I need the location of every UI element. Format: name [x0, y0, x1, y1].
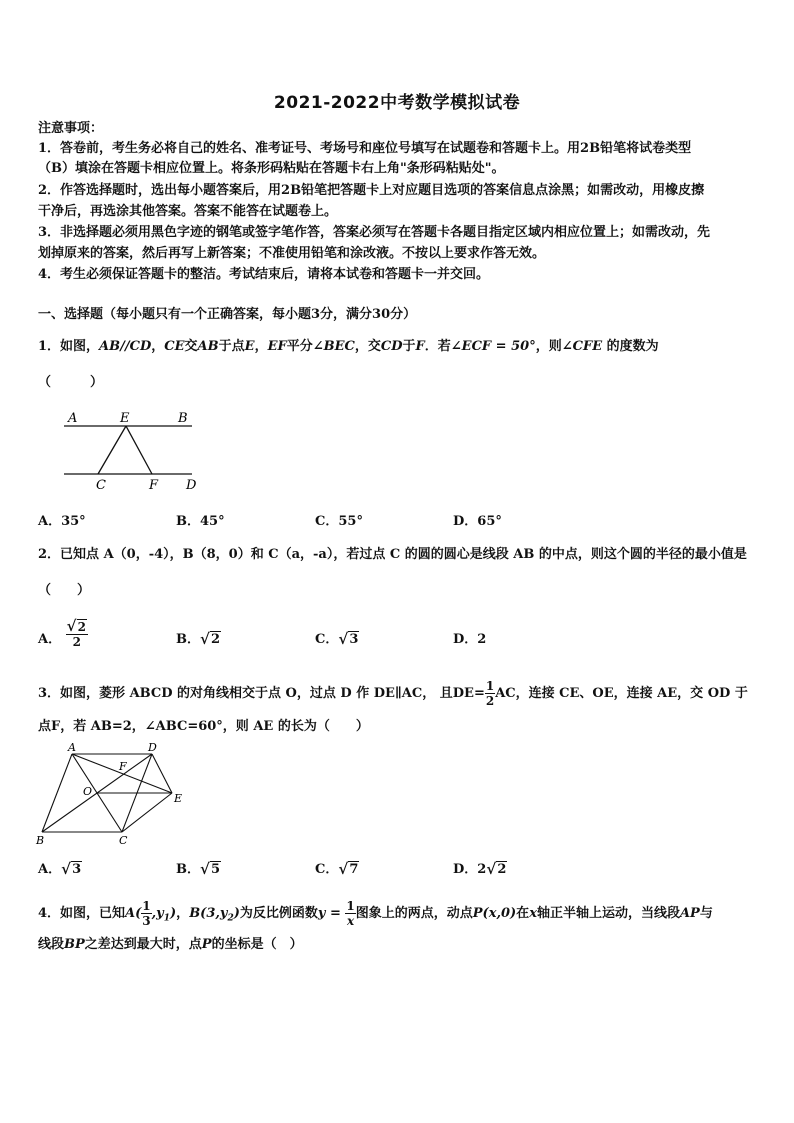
question-3-options	[38, 858, 758, 888]
segment-ef	[126, 426, 152, 474]
question-1-text: 1．如图，AB//CD，CE交AB于点E，EF平分∠BEC，交CD于F．若∠ECF = 50°，则∠CFE 的度数为	[38, 339, 659, 354]
notice-line: （B）填涂在答题卡相应位置上。将条形码粘贴在答题卡右上角"条形码粘贴处"。	[38, 161, 505, 176]
label-a: A	[68, 411, 78, 426]
notice-heading: 注意事项：	[38, 121, 104, 136]
question-2-bracket: （ ）	[38, 583, 91, 598]
label-b: B	[36, 834, 45, 846]
question-2-text: 2．已知点 A（0，-4），B（8，0）和 C（a，-a），若过点 C 的圆的圆心是线段 AB 的中点，则这个圆的半径的最小值是	[38, 547, 747, 562]
option-b[interactable]: B．√ 5	[176, 858, 221, 877]
segment-de	[152, 754, 172, 793]
option-c[interactable]: C．√ 3	[315, 628, 359, 647]
option-a[interactable]: A．√ 3	[38, 858, 82, 877]
option-c[interactable]: C．√ 7	[315, 858, 359, 877]
question-1-bracket: （ ）	[38, 375, 104, 390]
notice-line: 3．非选择题必须用黑色字迹的钢笔或签字笔作答，答案必须写在答题卡各题目指定区域内相应位置上；如需改动，先	[38, 225, 711, 240]
label-d: D	[186, 478, 197, 492]
label-f: F	[119, 760, 127, 773]
label-d: D	[148, 741, 157, 754]
notice-line: 2．作答选择题时，选出每小题答案后，用2B铅笔把答题卡上对应题目选项的答案信息点涂黑；如需改动，用橡皮擦	[38, 183, 705, 198]
page-title: 2021-2022中考数学模拟试卷	[273, 93, 521, 113]
label-f: F	[149, 478, 159, 492]
label-e: E	[120, 411, 130, 426]
option-b[interactable]: B．45°	[176, 514, 225, 529]
segment-ce	[98, 426, 126, 474]
label-o: O	[83, 785, 93, 798]
option-d[interactable]: D．2	[453, 632, 487, 647]
question-4-text: 4．如图，已知A( $\frac{1}{3}$ $,y_1$)，$B(3,y_2)$为反比例函数y = $\frac{1}{x}$ 图象上的两点，动点P(x,0)在x轴正半轴上运动，当线段AP与	[38, 899, 713, 928]
question-3-text: 3．如图，菱形 ABCD 的对角线相交于点 O，过点 D 作 DE∥AC， 且DE= $\frac{1}{2}$ AC，连接 CE、OE，连接 AE，交 OD 于	[38, 679, 748, 708]
notice-line: 1．答卷前，考生务必将自己的姓名、准考证号、考场号和座位号填写在试题卷和答题卡上。用2B铅笔将试卷类型	[38, 141, 692, 156]
notice-line: 4．考生必须保证答题卡的整洁。考试结束后，请将本试卷和答题卡一并交回。	[38, 267, 490, 282]
option-a[interactable]: A． √ $\frac{2}{2}$	[38, 628, 88, 648]
option-d[interactable]: D．65°	[453, 514, 502, 529]
notice-line: 划掉原来的答案，然后再写上新答案；不准使用铅笔和涂改液。不按以上要求作答无效。	[38, 246, 546, 261]
label-b: B	[178, 411, 188, 426]
label-c: C	[119, 834, 128, 846]
section-heading: 一、选择题（每小题只有一个正确答案，每小题3分，满分30分）	[38, 307, 417, 322]
notice-line: 干净后，再选涂其他答案。答案不能答在试题卷上。	[38, 204, 338, 219]
question-4-text-line2: 线段BP之差达到最大时，点P的坐标是（ ）	[38, 937, 303, 952]
question-1-options	[38, 510, 758, 540]
label-a: A	[68, 741, 76, 754]
question-3-text-line2: 点F，若 AB=2，∠ABC=60°，则 AE 的长为（ ）	[38, 719, 369, 734]
question-2-options	[38, 618, 758, 664]
segment-ab	[42, 754, 72, 832]
label-e: E	[174, 792, 183, 805]
option-a[interactable]: A．35°	[38, 514, 86, 529]
question-3-figure	[34, 740, 194, 846]
label-c: C	[96, 478, 106, 492]
option-b[interactable]: B．√ 2	[176, 628, 221, 647]
question-1-figure	[58, 408, 208, 492]
option-c[interactable]: C．55°	[315, 514, 363, 529]
option-d[interactable]: D．2√ 2	[453, 858, 507, 877]
